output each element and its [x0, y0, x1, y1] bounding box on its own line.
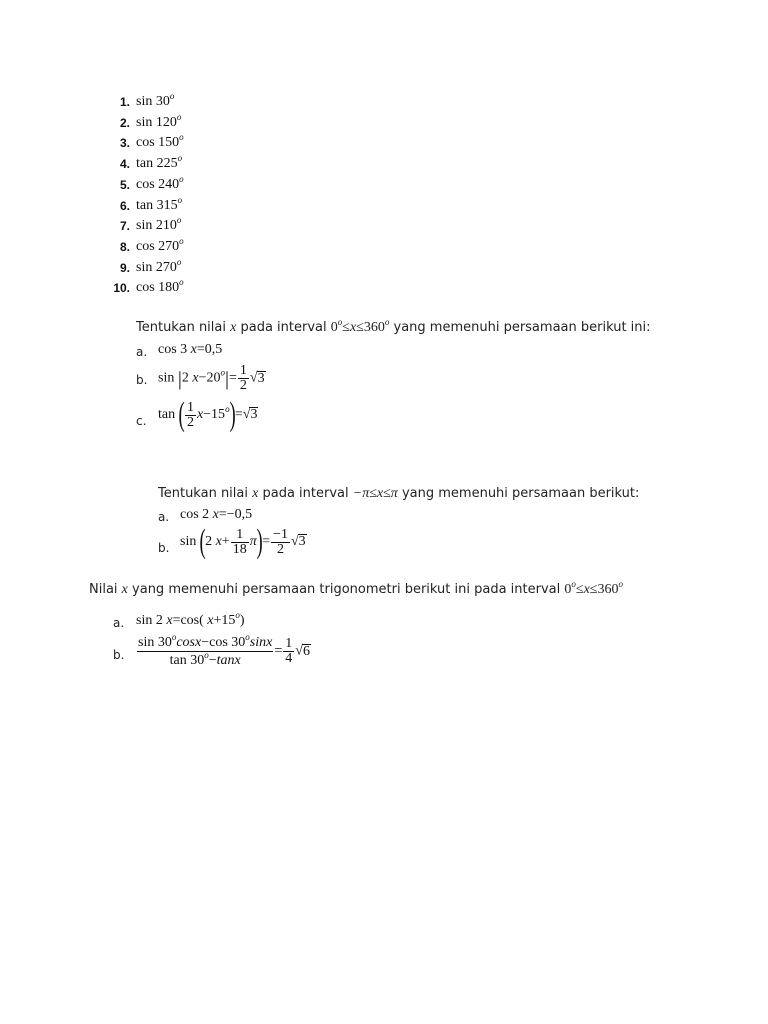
list-item-number: 1. — [119, 95, 130, 109]
task2-intro-text-c: yang memenuhi persamaan berikut: — [401, 486, 640, 501]
task1-intro-text-c: yang memenuhi persamaan berikut ini: — [393, 320, 651, 335]
task2-intro-text-a: Tentukan nilai — [158, 486, 248, 501]
task1-intro — [136, 317, 651, 336]
task1-intro-text-b: pada interval — [240, 320, 327, 335]
task2-interval: −π≤x≤π — [352, 486, 398, 501]
list-item-number: 10. — [113, 281, 130, 296]
list-item-number: 6. — [119, 198, 130, 213]
task3-var: x — [121, 582, 128, 597]
list-item-number: 2. — [119, 115, 130, 130]
task3-intro-text-a: Nilai — [89, 582, 118, 597]
task1-c-equation: tan ( $\frac{1}{2}$ $x-15^o)=√3$ — [158, 396, 258, 433]
task1-c-fraction: $\frac{1}{2}$ — [186, 399, 194, 430]
list-item-expression: cos 150$^o$ — [136, 132, 184, 151]
task1-a-label: a. — [136, 345, 148, 359]
task3-a-equation: sin 2 x=cos( $x+15^o$) — [136, 610, 245, 628]
task2-var: x — [252, 486, 259, 501]
task3-intro — [89, 579, 623, 598]
list-item-number: 3. — [119, 136, 130, 151]
list-item-expression: sin 30$^o$ — [136, 91, 175, 109]
task3-intro-text-b: yang memenuhi persamaan trigonometri berikut ini pada interval — [132, 582, 561, 597]
task3-b-rhs-fraction: $\frac{1}{4}$ — [285, 636, 293, 666]
task2-b-fraction-2: $\frac{-1}{2}$ — [273, 526, 288, 557]
task3-interval: $0^o\le x\le 360^o$ — [564, 579, 623, 597]
task2-b-fraction-1: $\frac{1}{18}$ — [232, 526, 247, 557]
list-item-expression: sin 120$^o$ — [136, 111, 182, 130]
list-item-number: 8. — [119, 239, 130, 254]
task3-b-equation: $\frac{\sin 30^o\cos x-\cos 30^o\sin x}{\tan 30^o-\tan x}$ = $\frac{1}{4}$ √6 — [138, 632, 310, 668]
list-item-number: 4. — [119, 157, 130, 172]
list-item-number: 7. — [119, 219, 130, 234]
task2-a-label: a. — [158, 510, 170, 524]
task1-b-fraction: $\frac{1}{2}$ — [239, 363, 247, 393]
list-item-expression: sin 270$^o$ — [136, 256, 182, 275]
task3-b-main-fraction: $\frac{\sin 30^o\cos x-\cos 30^o\sin x}{\tan 30^o-\tan x}$ — [138, 632, 273, 668]
task2-intro — [158, 486, 639, 502]
list-item-expression: tan 315$^o$ — [136, 194, 183, 213]
task1-intro-text-a: Tentukan nilai — [136, 320, 226, 335]
task1-a-equation: cos 3 x=0,5 — [158, 342, 223, 357]
list-item-number: 5. — [119, 177, 130, 192]
list-item-expression: cos 240$^o$ — [136, 173, 184, 192]
list-item-number: 9. — [119, 260, 130, 275]
task1-interval: $0^o\le x\le 360^o$ — [330, 317, 390, 335]
task2-b-label: b. — [158, 541, 170, 555]
list-item-expression: tan 225$^o$ — [136, 153, 183, 172]
task2-b-equation: sin (2 x+ $\frac{1}{18}$ π)= $\frac{-1}{2}$ √3 — [180, 523, 306, 560]
task3-a-label: a. — [113, 616, 125, 630]
task1-c-label: c. — [136, 414, 147, 428]
list-item-expression: cos 180$^o$ — [136, 277, 184, 296]
task2-a-equation: cos 2 x=−0,5 — [180, 507, 253, 522]
task3-b-label: b. — [113, 648, 125, 662]
task1-var: x — [230, 320, 237, 335]
task2-intro-text-b: pada interval — [262, 486, 349, 501]
list-item-expression: sin 210$^o$ — [136, 215, 182, 234]
list-item-expression: cos 270$^o$ — [136, 235, 184, 254]
task1-b-equation: sin |2 $x-20^o|=$ $\frac{1}{2}$ √3 — [158, 363, 265, 393]
task1-b-label: b. — [136, 373, 148, 387]
